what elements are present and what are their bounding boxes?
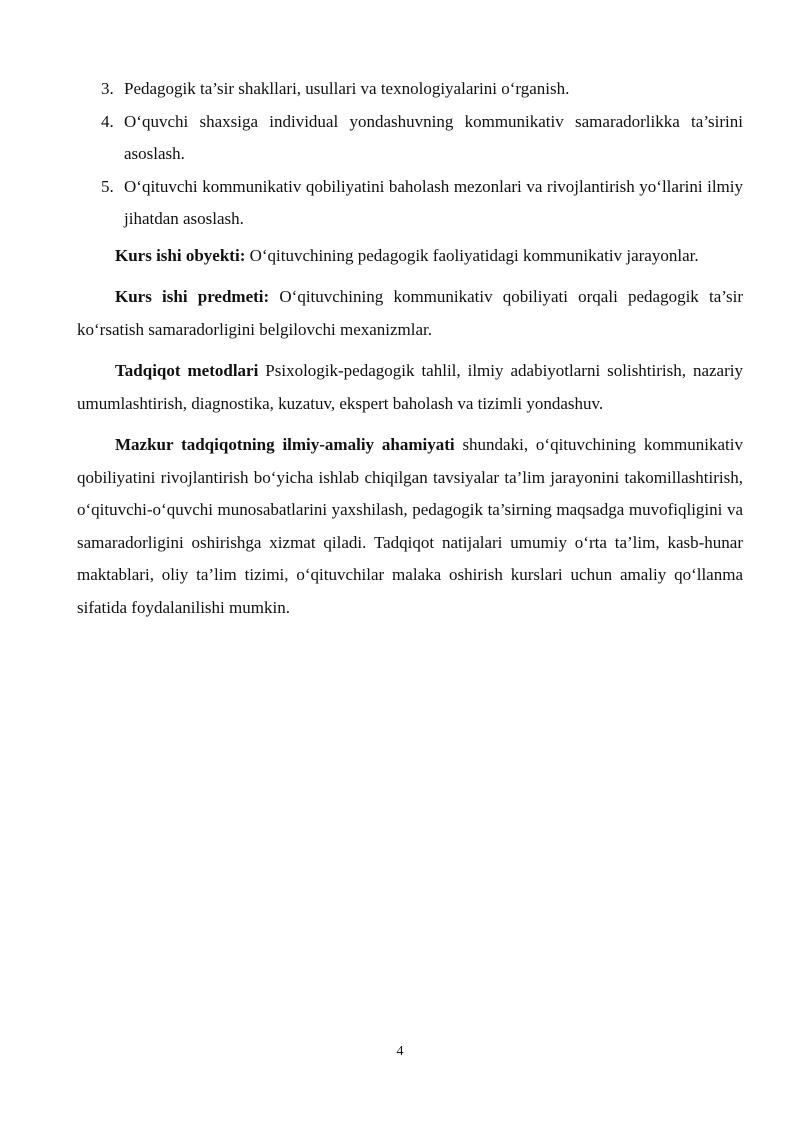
significance-label: Mazkur tadqiqotning ilmiy-amaliy ahamiyati [115,435,455,454]
list-item [77,171,743,236]
research-tasks-list [77,73,743,236]
document-page [77,73,743,624]
methods-text: Psixologik-pedagogik tahlil, ilmiy adabiyotlarni solishtirish, nazariy umumlashtirish, diagnostika, kuzatuv, ekspert baholash va tizimli yondashuv. [77,361,743,413]
list-item-number: 5. [101,176,114,196]
list-item [77,73,743,106]
object-paragraph [77,240,743,273]
object-text: O‘qituvchining pedagogik faoliyatidagi kommunikativ jarayonlar. [245,245,699,265]
significance-paragraph [77,429,743,624]
list-item-text: O‘qituvchi kommunikativ qobiliyatini baholash mezonlari va rivojlantirish yo‘llarini ilmiy jihatdan asoslash. [124,176,743,228]
methods-label: Tadqiqot metodlari [115,361,259,380]
list-item [77,106,743,171]
subject-text: O‘qituvchining kommunikativ qobiliyati orqali pedagogik ta’sir ko‘rsatish samaradorligini belgilovchi mexanizmlar. [77,287,743,339]
list-item-number: 3. [101,79,114,98]
page-number: 4 [396,1044,404,1059]
subject-paragraph [77,281,743,346]
subject-label: Kurs ishi predmeti: [115,287,270,306]
significance-text: shundaki, o‘qituvchining kommunikativ qobiliyatini rivojlantirish bo‘yicha ishlab chiqilgan tavsiyalar ta’lim jarayonini takomillashtirish, o‘qituvchi-o‘quvchi munosabatlarini yaxshilash, pedagogik ta’sirning maqsadga muvofiqligini va samaradorligini oshirishga xizmat qiladi. Tadqiqot natijalari umumiy o‘rta ta’lim, kasb-hunar maktablari, oliy ta’lim tizimi, o‘qituvchilar malaka oshirish kurslari uchun amaliy qo‘llanma sifatida foydalanilishi mumkin. [77,435,743,617]
list-item-number: 4. [101,111,114,131]
list-item-text: O‘quvchi shaxsiga individual yondashuvning kommunikativ samaradorlikka ta’sirini asoslash. [124,111,743,163]
object-label: Kurs ishi obyekti: [115,245,246,265]
methods-paragraph [77,355,743,420]
list-item-text: Pedagogik ta’sir shakllari, usullari va texnologiyalarini o‘rganish. [124,79,570,98]
